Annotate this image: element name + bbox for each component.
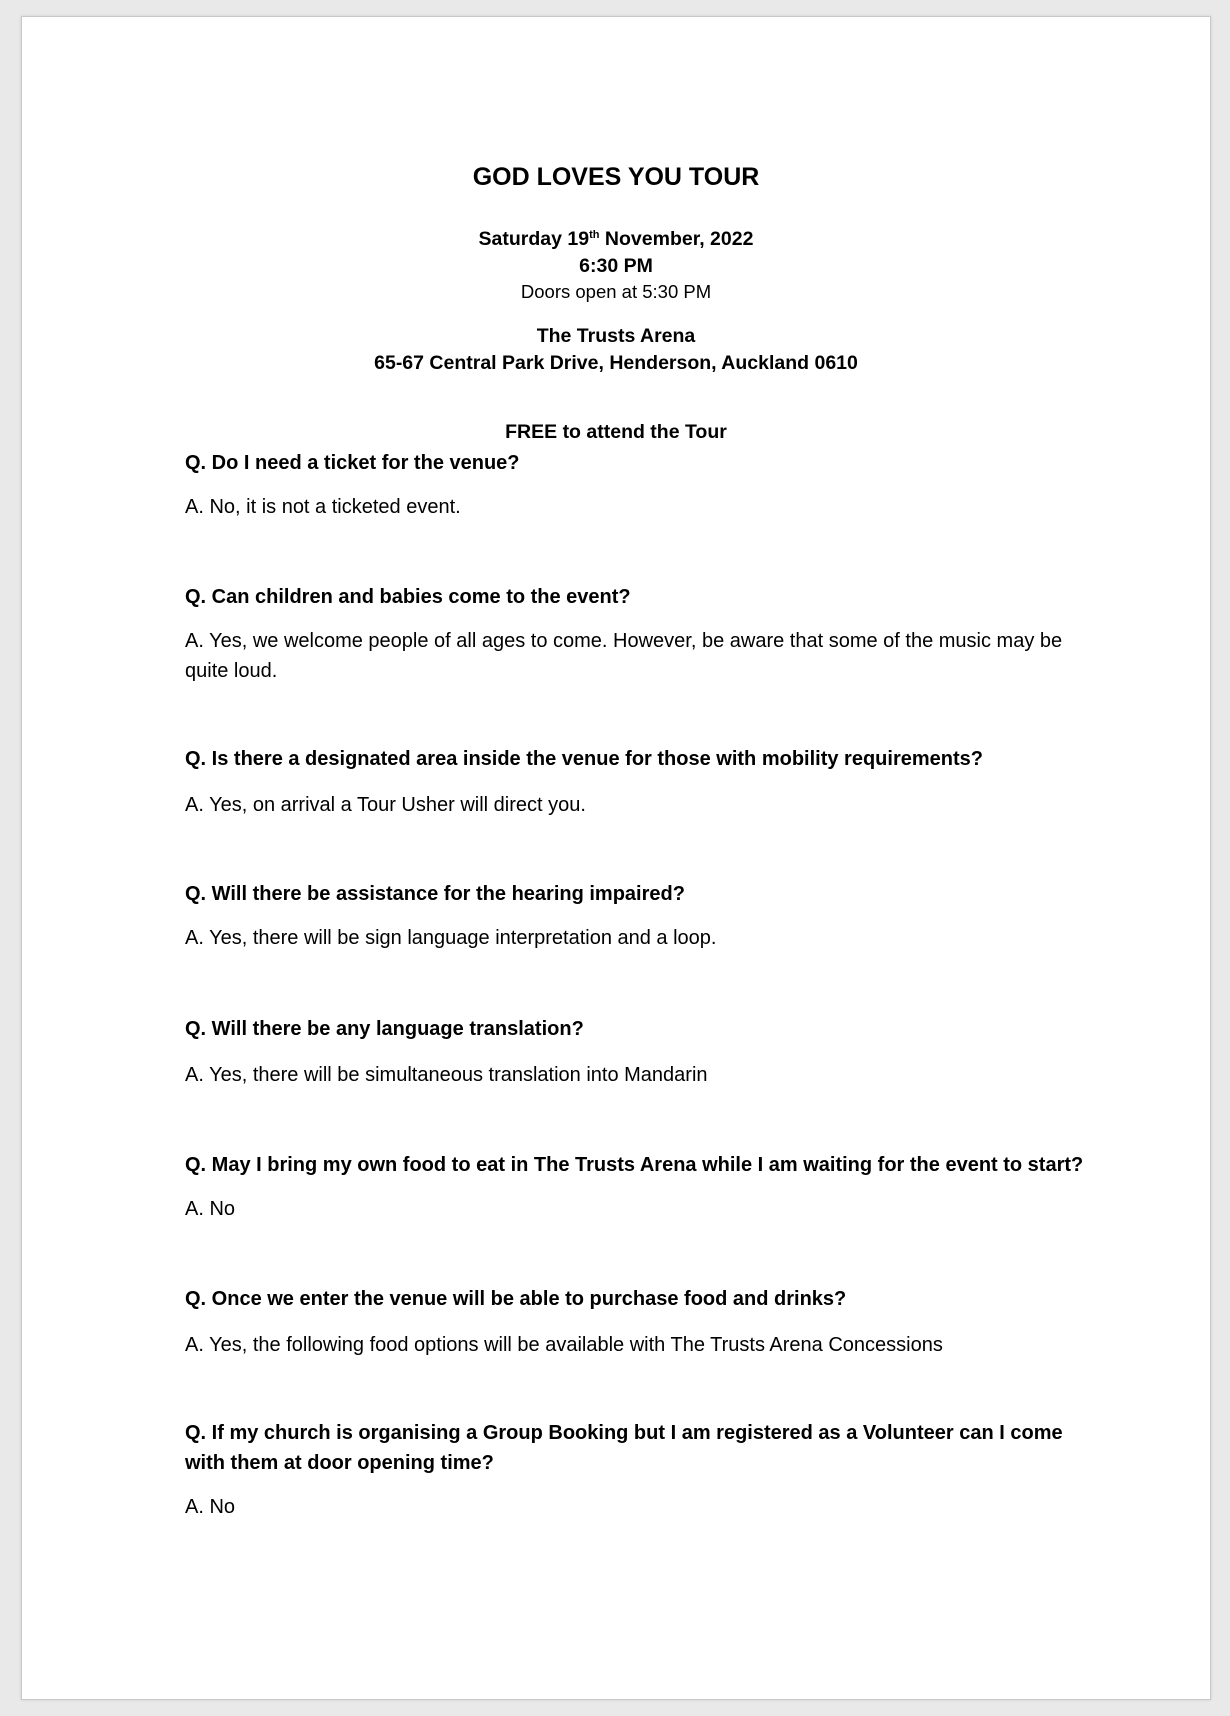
faq-question: Q. Will there be any language translation?: [185, 1018, 584, 1040]
event-date-ordinal: th: [589, 229, 600, 241]
event-date-prefix: Saturday 19: [478, 228, 590, 250]
faq-answer: A. Yes, on arrival a Tour Usher will direct you.: [185, 794, 586, 816]
event-time: 6:30 PM: [579, 255, 653, 277]
faq-item: [185, 1150, 1085, 1224]
faq-question: Q. Is there a designated area inside the venue for those with mobility requirements?: [185, 748, 983, 770]
document-title: GOD LOVES YOU TOUR: [472, 163, 760, 191]
free-note: FREE to attend the Tour: [505, 421, 727, 443]
faq-question: Q. Can children and babies come to the event?: [185, 586, 631, 608]
faq-item: [185, 1014, 1085, 1090]
document-page: [21, 16, 1211, 1700]
faq-answer: A. Yes, the following food options will be available with The Trusts Arena Concessions: [185, 1334, 943, 1356]
event-date-suffix: November, 2022: [599, 228, 754, 250]
faq-question: Q. If my church is organising a Group Booking but I am registered as a Volunteer can I come with them at door opening time?: [185, 1422, 1063, 1474]
faq-answer: A. No, it is not a ticketed event.: [185, 496, 461, 518]
faq-item: [185, 582, 1085, 686]
venue-address: 65-67 Central Park Drive, Henderson, Auckland 0610: [374, 352, 858, 374]
faq-answer: A. No: [185, 1198, 236, 1220]
faq-item: [185, 744, 1085, 820]
faq-question: Q. Will there be assistance for the hearing impaired?: [185, 883, 685, 905]
faq-item: [185, 879, 1085, 953]
faq-question: Q. Once we enter the venue will be able to purchase food and drinks?: [185, 1288, 847, 1310]
venue-name: The Trusts Arena: [536, 325, 696, 347]
faq-answer: A. Yes, there will be sign language interpretation and a loop.: [185, 927, 717, 949]
faq-answer: A. Yes, there will be simultaneous translation into Mandarin: [185, 1064, 708, 1086]
doors-open: Doors open at 5:30 PM: [520, 281, 712, 302]
faq-item: [185, 1284, 1085, 1360]
faq-question: Q. May I bring my own food to eat in The Trusts Arena while I am waiting for the event to start?: [185, 1154, 1084, 1176]
faq-question: Q. Do I need a ticket for the venue?: [185, 452, 520, 474]
faq-answer: A. No: [185, 1496, 236, 1518]
faq-item: [185, 448, 1085, 522]
event-date: [22, 227, 1210, 251]
faq-item: [185, 1418, 1085, 1522]
faq-answer: A. Yes, we welcome people of all ages to come. However, be aware that some of the music may be quite loud.: [185, 630, 1063, 682]
